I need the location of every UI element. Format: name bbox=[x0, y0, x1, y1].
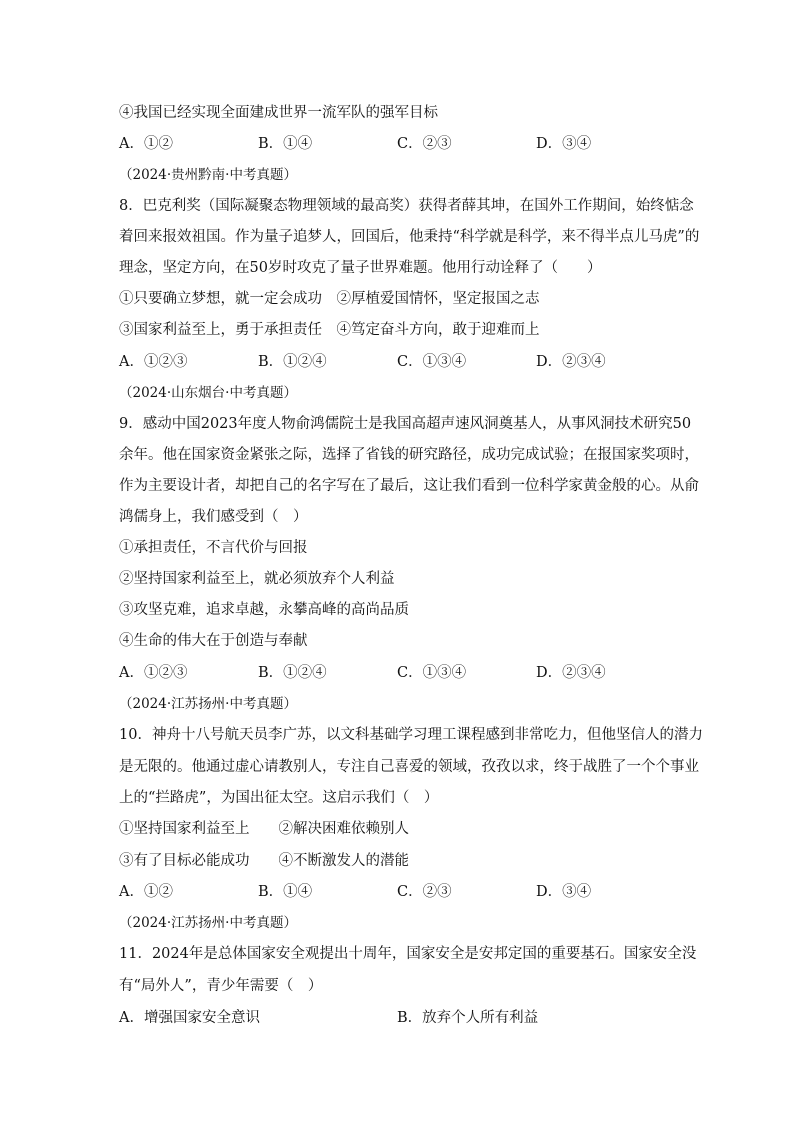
q8-items-line-2: ③国家利益至上，勇于承担责任 ④笃定奋斗方向，敢于迎难而上 bbox=[119, 322, 540, 338]
q8-source: （2024·贵州黔南·中考真题） bbox=[119, 167, 297, 183]
q8-stem-line-1: 8．巴克利奖（国际凝聚态物理领域的最高奖）获得者薛其坤，在国外工作期间，始终惦念 bbox=[119, 198, 694, 214]
q8-option-d: D．②③④ bbox=[536, 354, 606, 370]
q7-option-d: D．③④ bbox=[536, 136, 592, 152]
q8-option-b: B．①②④ bbox=[258, 354, 327, 370]
q9-item-1: ①承担责任，不言代价与回报 bbox=[119, 540, 308, 556]
q9-source: （2024·山东烟台·中考真题） bbox=[119, 385, 297, 401]
q9-stem-line-2: 余年。他在国家资金紧张之际，选择了省钱的研究路径，成功完成试验；在报国家奖项时， bbox=[119, 447, 699, 463]
q10-items-line-2: ③有了目标必能成功 ④不断激发人的潜能 bbox=[119, 853, 409, 869]
q9-stem-line-1: 9．感动中国2023年度人物俞鸿儒院士是我国高超声速风洞奠基人，从事风洞技术研究50 bbox=[119, 416, 692, 432]
q9-stem-line-4: 鸿儒身上，我们感受到（ ） bbox=[119, 509, 308, 525]
q9-option-b: B．①②④ bbox=[258, 665, 327, 681]
q11-stem-line-1: 11．2024年是总体国家安全观提出十周年，国家安全是安邦定国的重要基石。国家安全没 bbox=[119, 946, 697, 962]
q7-item-4: ④我国已经实现全面建成世界一流军队的强军目标 bbox=[119, 105, 438, 121]
q9-option-d: D．②③④ bbox=[536, 665, 606, 681]
q8-option-a: A．①②③ bbox=[119, 354, 188, 370]
q11-option-a: A．增强国家安全意识 bbox=[119, 1010, 260, 1026]
q11-option-b: B．放弃个人所有利益 bbox=[397, 1010, 539, 1026]
q10-stem-line-1: 10．神舟十八号航天员李广苏，以文科基础学习理工课程感到非常吃力，但他坚信人的潜力 bbox=[119, 727, 703, 743]
q9-item-4: ④生命的伟大在于创造与奉献 bbox=[119, 633, 308, 649]
q10-option-a: A．①② bbox=[119, 884, 173, 900]
q8-stem-line-3: 理念，坚定方向，在50岁时攻克了量子世界难题。他用行动诠释了（ ） bbox=[119, 260, 602, 276]
q9-item-3: ③攻坚克难，追求卓越，永攀高峰的高尚品质 bbox=[119, 602, 409, 618]
q11-stem-line-2: 有“局外人”，青少年需要（ ） bbox=[119, 978, 323, 994]
q7-option-a: A．①② bbox=[119, 136, 173, 152]
q8-items-line-1: ①只要确立梦想，就一定会成功 ②厚植爱国情怀，坚定报国之志 bbox=[119, 291, 540, 307]
q11-source: （2024·江苏扬州·中考真题） bbox=[119, 915, 297, 931]
q10-option-d: D．③④ bbox=[536, 884, 592, 900]
q10-stem-line-2: 是无限的。他通过虚心请教别人，专注自己喜爱的领域，孜孜以求，终于战胜了一个个事业 bbox=[119, 759, 699, 775]
q10-source: （2024·江苏扬州·中考真题） bbox=[119, 696, 297, 712]
q8-option-c: C．①③④ bbox=[397, 354, 467, 370]
q10-option-c: C．②③ bbox=[397, 884, 452, 900]
q9-stem-line-3: 作为主要设计者，却把自己的名字写在了最后，这让我们看到一位科学家黄金般的心。从俞 bbox=[119, 478, 699, 494]
q7-option-b: B．①④ bbox=[258, 136, 313, 152]
q10-option-b: B．①④ bbox=[258, 884, 313, 900]
q7-option-c: C．②③ bbox=[397, 136, 452, 152]
q9-option-a: A．①②③ bbox=[119, 665, 188, 681]
q9-item-2: ②坚持国家利益至上，就必须放弃个人利益 bbox=[119, 571, 395, 587]
q10-items-line-1: ①坚持国家利益至上 ②解决困难依赖别人 bbox=[119, 821, 409, 837]
q10-stem-line-3: 上的“拦路虎”，为国出征太空。这启示我们（ ） bbox=[119, 790, 439, 806]
q9-option-c: C．①③④ bbox=[397, 665, 467, 681]
q8-stem-line-2: 着回来报效祖国。作为量子追梦人，回国后，他秉持“科学就是科学，来不得半点儿马虎”的 bbox=[119, 229, 700, 245]
